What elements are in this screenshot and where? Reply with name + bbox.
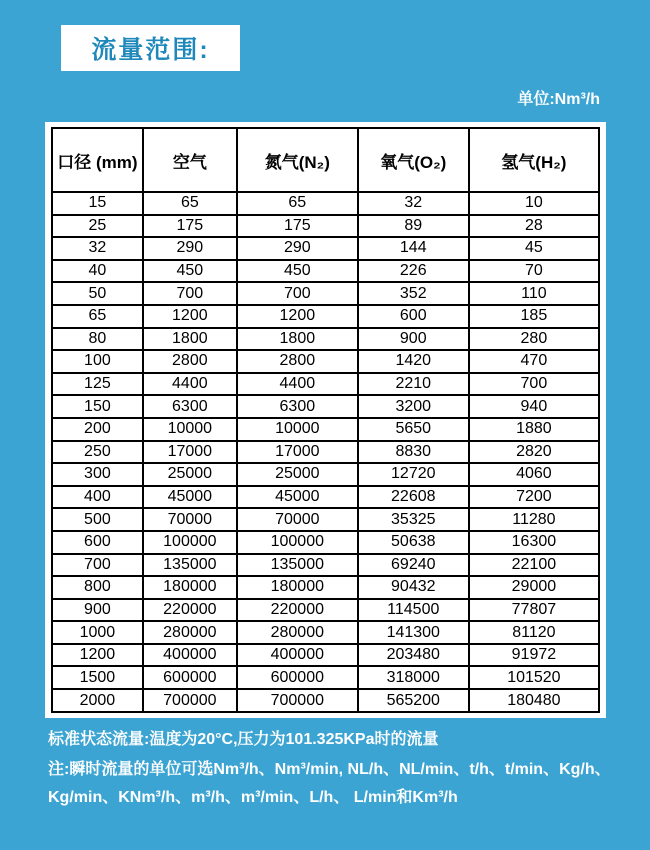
table-cell: 25000 <box>143 463 237 486</box>
table-cell: 400000 <box>143 644 237 667</box>
table-cell: 352 <box>358 282 469 305</box>
table-cell: 500 <box>52 508 143 531</box>
table-cell: 220000 <box>237 599 358 622</box>
table-row <box>52 282 599 305</box>
table-row <box>52 644 599 667</box>
table-cell: 100 <box>52 350 143 373</box>
table-cell: 15 <box>52 192 143 215</box>
table-cell: 450 <box>143 260 237 283</box>
table-row <box>52 215 599 238</box>
column-header-diameter: 口径 (mm) <box>52 128 143 192</box>
page-title-box <box>61 25 240 71</box>
table-cell: 45000 <box>143 486 237 509</box>
table-cell: 600000 <box>143 666 237 689</box>
table-cell: 10000 <box>143 418 237 441</box>
table-cell: 90432 <box>358 576 469 599</box>
table-cell: 900 <box>52 599 143 622</box>
table-row <box>52 350 599 373</box>
table-cell: 1500 <box>52 666 143 689</box>
table-cell: 6300 <box>143 395 237 418</box>
table-cell: 400000 <box>237 644 358 667</box>
column-header-oxygen: 氧气(O₂) <box>358 128 469 192</box>
table-cell: 65 <box>143 192 237 215</box>
table-row <box>52 531 599 554</box>
table-row <box>52 689 599 712</box>
table-cell: 226 <box>358 260 469 283</box>
table-cell: 600 <box>52 531 143 554</box>
table-row <box>52 418 599 441</box>
table-cell: 180000 <box>143 576 237 599</box>
table-cell: 91972 <box>469 644 599 667</box>
table-cell: 125 <box>52 373 143 396</box>
table-cell: 185 <box>469 305 599 328</box>
table-cell: 180000 <box>237 576 358 599</box>
table-cell: 290 <box>237 237 358 260</box>
table-cell: 150 <box>52 395 143 418</box>
table-cell: 1800 <box>237 328 358 351</box>
table-cell: 3200 <box>358 395 469 418</box>
unit-label: 单位:Nm³/h <box>517 91 600 108</box>
table-cell: 1420 <box>358 350 469 373</box>
table-cell: 470 <box>469 350 599 373</box>
table-cell: 4400 <box>143 373 237 396</box>
column-header-air: 空气 <box>143 128 237 192</box>
table-cell: 6300 <box>237 395 358 418</box>
table-cell: 1000 <box>52 621 143 644</box>
table-cell: 16300 <box>469 531 599 554</box>
table-cell: 45000 <box>237 486 358 509</box>
table-cell: 65 <box>237 192 358 215</box>
table-cell: 89 <box>358 215 469 238</box>
table-cell: 250 <box>52 441 143 464</box>
table-cell: 220000 <box>143 599 237 622</box>
table-cell: 70 <box>469 260 599 283</box>
table-cell: 175 <box>143 215 237 238</box>
table-header-row <box>52 128 599 192</box>
table-cell: 100000 <box>237 531 358 554</box>
table-cell: 1200 <box>143 305 237 328</box>
table-cell: 45 <box>469 237 599 260</box>
table-cell: 77807 <box>469 599 599 622</box>
table-cell: 280000 <box>237 621 358 644</box>
table-cell: 1880 <box>469 418 599 441</box>
table-cell: 318000 <box>358 666 469 689</box>
table-cell: 28 <box>469 215 599 238</box>
table-row <box>52 621 599 644</box>
table-cell: 2000 <box>52 689 143 712</box>
table-cell: 450 <box>237 260 358 283</box>
table-cell: 280000 <box>143 621 237 644</box>
table-row <box>52 192 599 215</box>
unit-options-note: 注:瞬时流量的单位可选Nm³/h、Nm³/min, NL/h、NL/min、t/h、t/min、Kg/h、Kg/min、KNm³/h、m³/h、m³/min、L/h、 L/min和Km³/h <box>48 761 611 806</box>
table-cell: 180480 <box>469 689 599 712</box>
footer <box>48 726 616 812</box>
table-cell: 400 <box>52 486 143 509</box>
table-cell: 175 <box>237 215 358 238</box>
table-cell: 1800 <box>143 328 237 351</box>
table-row <box>52 508 599 531</box>
table-cell: 290 <box>143 237 237 260</box>
table-cell: 2820 <box>469 441 599 464</box>
table-cell: 280 <box>469 328 599 351</box>
table-cell: 800 <box>52 576 143 599</box>
table-row <box>52 599 599 622</box>
table-cell: 70000 <box>143 508 237 531</box>
table-cell: 565200 <box>358 689 469 712</box>
table-cell: 700000 <box>143 689 237 712</box>
table-cell: 135000 <box>143 554 237 577</box>
column-header-hydrogen: 氢气(H₂) <box>469 128 599 192</box>
table-row <box>52 373 599 396</box>
table-cell: 1200 <box>52 644 143 667</box>
table-cell: 144 <box>358 237 469 260</box>
table-cell: 100000 <box>143 531 237 554</box>
table-row <box>52 305 599 328</box>
table-row <box>52 554 599 577</box>
table-cell: 32 <box>52 237 143 260</box>
table-cell: 32 <box>358 192 469 215</box>
table-row <box>52 441 599 464</box>
table-cell: 2800 <box>237 350 358 373</box>
table-cell: 7200 <box>469 486 599 509</box>
table-row <box>52 395 599 418</box>
table-row <box>52 260 599 283</box>
table-cell: 940 <box>469 395 599 418</box>
table-cell: 700 <box>469 373 599 396</box>
table-cell: 40 <box>52 260 143 283</box>
table-cell: 203480 <box>358 644 469 667</box>
table-row <box>52 486 599 509</box>
column-header-nitrogen: 氮气(N₂) <box>237 128 358 192</box>
standard-condition-note: 标准状态流量:温度为20°C,压力为101.325KPa时的流量 <box>48 731 439 748</box>
table-cell: 200 <box>52 418 143 441</box>
page-title: 流量范围: <box>91 36 210 64</box>
table-cell: 1200 <box>237 305 358 328</box>
table-cell: 50638 <box>358 531 469 554</box>
table-cell: 300 <box>52 463 143 486</box>
table-cell: 114500 <box>358 599 469 622</box>
table-cell: 101520 <box>469 666 599 689</box>
table-row <box>52 576 599 599</box>
table-cell: 600 <box>358 305 469 328</box>
table-cell: 70000 <box>237 508 358 531</box>
table-cell: 700 <box>52 554 143 577</box>
table-cell: 69240 <box>358 554 469 577</box>
table-cell: 4400 <box>237 373 358 396</box>
table-cell: 4060 <box>469 463 599 486</box>
table-row <box>52 463 599 486</box>
table-cell: 22608 <box>358 486 469 509</box>
table-cell: 8830 <box>358 441 469 464</box>
table-cell: 17000 <box>237 441 358 464</box>
table-cell: 10 <box>469 192 599 215</box>
table-cell: 700 <box>237 282 358 305</box>
table-cell: 81120 <box>469 621 599 644</box>
table-row <box>52 237 599 260</box>
table-cell: 35325 <box>358 508 469 531</box>
table-cell: 12720 <box>358 463 469 486</box>
table-row <box>52 328 599 351</box>
table-cell: 2800 <box>143 350 237 373</box>
table-cell: 80 <box>52 328 143 351</box>
table-cell: 29000 <box>469 576 599 599</box>
table-cell: 50 <box>52 282 143 305</box>
table-cell: 5650 <box>358 418 469 441</box>
table-cell: 22100 <box>469 554 599 577</box>
table-cell: 110 <box>469 282 599 305</box>
table-cell: 65 <box>52 305 143 328</box>
table-cell: 11280 <box>469 508 599 531</box>
table-cell: 2210 <box>358 373 469 396</box>
table-cell: 25000 <box>237 463 358 486</box>
table-cell: 700000 <box>237 689 358 712</box>
table-cell: 900 <box>358 328 469 351</box>
flow-range-table <box>51 127 600 713</box>
table-row <box>52 666 599 689</box>
table-cell: 600000 <box>237 666 358 689</box>
table-cell: 10000 <box>237 418 358 441</box>
table-cell: 700 <box>143 282 237 305</box>
flow-table-panel <box>45 122 606 718</box>
table-cell: 25 <box>52 215 143 238</box>
flow-table-body <box>52 192 599 712</box>
table-cell: 17000 <box>143 441 237 464</box>
table-cell: 141300 <box>358 621 469 644</box>
table-cell: 135000 <box>237 554 358 577</box>
